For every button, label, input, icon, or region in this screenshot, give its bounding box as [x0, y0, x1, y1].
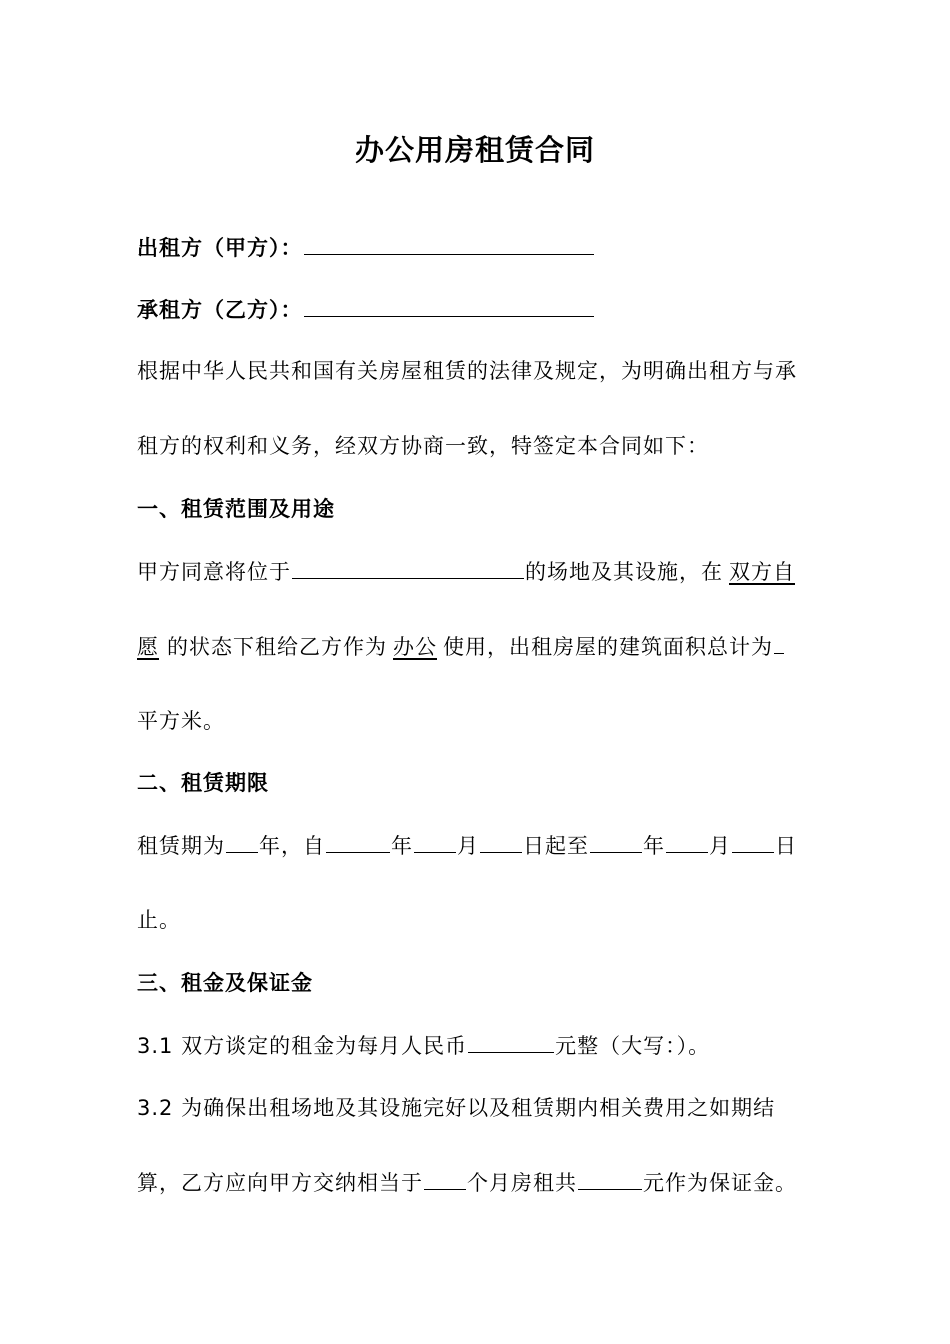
section-1-para-line-3: 平方米。: [137, 709, 225, 733]
section-1-para-line-1: [137, 556, 795, 587]
lease-purpose-text: 的状态下租给乙方作为: [167, 635, 387, 659]
start-day-label: 日起至: [523, 834, 589, 858]
document-title: 办公用房租赁合同: [354, 133, 595, 167]
rent-prefix: 3.1 双方谈定的租金为每月人民币: [137, 1034, 468, 1058]
start-year-blank[interactable]: [326, 830, 390, 853]
section-2-heading: 二、租赁期限: [137, 771, 269, 795]
deposit-months-label: 个月房租共: [467, 1171, 577, 1195]
section-1-para-line-2: [137, 631, 785, 662]
lessee-name-blank[interactable]: [304, 294, 594, 317]
end-year-label: 年: [643, 834, 665, 858]
deposit-prefix: 算，乙方应向甲方交纳相当于: [137, 1171, 423, 1195]
preamble-line-2: 租方的权利和义务，经双方协商一致，特签定本合同如下：: [137, 434, 709, 458]
section-3-heading: 三、租金及保证金: [137, 971, 313, 995]
purpose-underlined: 办公: [393, 635, 437, 659]
end-day-blank[interactable]: [732, 830, 774, 853]
end-day-label: 日: [775, 834, 797, 858]
term-years-blank[interactable]: [226, 830, 258, 853]
area-blank[interactable]: [774, 631, 784, 654]
condition-underlined-2: 愿: [137, 635, 159, 659]
end-month-blank[interactable]: [666, 830, 708, 853]
preamble-line-1: 根据中华人民共和国有关房屋租赁的法律及规定，为明确出租方与承: [137, 359, 797, 383]
location-blank[interactable]: [292, 556, 524, 579]
location-prefix: 甲方同意将位于: [137, 560, 291, 584]
term-prefix: 租赁期为: [137, 834, 225, 858]
lessor-label: 出租方（甲方）：: [137, 236, 303, 260]
deposit-suffix: 元作为保证金。: [643, 1171, 797, 1195]
lessor-line: [137, 232, 595, 263]
lessee-label: 承租方（乙方）：: [137, 298, 303, 322]
rent-amount-blank[interactable]: [468, 1030, 554, 1053]
section-2-para-line-1: [137, 830, 797, 861]
deposit-months-blank[interactable]: [424, 1167, 466, 1190]
condition-underlined-1: 双方自: [729, 560, 795, 584]
section-3-2-line-1: 3.2 为确保出租场地及其设施完好以及租赁期内相关费用之如期结: [137, 1096, 776, 1120]
deposit-amount-blank[interactable]: [578, 1167, 642, 1190]
start-day-blank[interactable]: [480, 830, 522, 853]
start-year-label: 年: [391, 834, 413, 858]
start-month-blank[interactable]: [414, 830, 456, 853]
section-2-para-line-2: 止。: [137, 908, 181, 932]
lessor-name-blank[interactable]: [304, 232, 594, 255]
section-1-heading: 一、租赁范围及用途: [137, 497, 335, 521]
term-year-label-1: 年，自: [259, 834, 325, 858]
end-month-label: 月: [709, 834, 731, 858]
section-3-2-line-2: [137, 1167, 797, 1198]
section-3-1-line: [137, 1030, 710, 1061]
lessee-line: [137, 294, 595, 325]
area-text: 使用，出租房屋的建筑面积总计为: [443, 635, 773, 659]
rent-suffix: 元整（大写：）。: [555, 1034, 711, 1058]
start-month-label: 月: [457, 834, 479, 858]
facilities-text: 的场地及其设施，在: [525, 560, 723, 584]
end-year-blank[interactable]: [590, 830, 642, 853]
